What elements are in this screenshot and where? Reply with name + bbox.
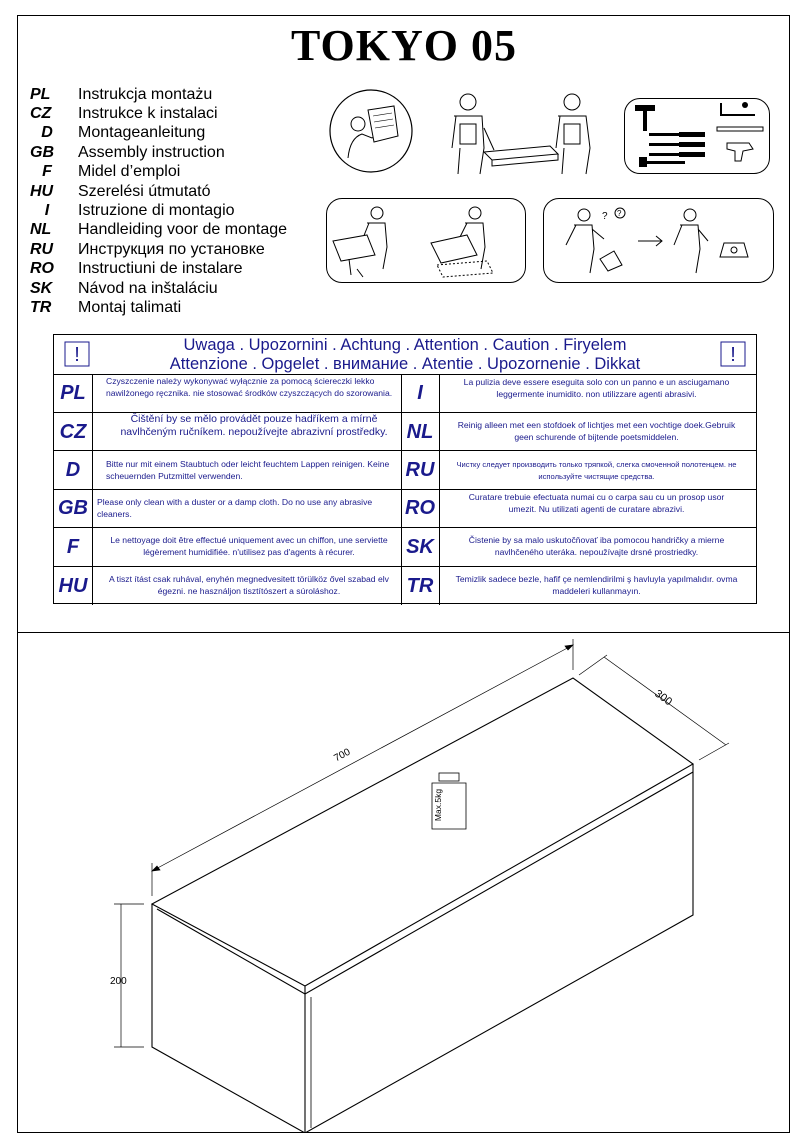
language-code: F <box>42 163 52 181</box>
language-code: HU <box>30 182 54 200</box>
call-for-help-icon <box>544 199 775 284</box>
table-row-code: HU <box>58 575 88 597</box>
table-row-text: Please only clean with a duster or a damp cloth. Do no use any abrasive cleaners. <box>97 497 373 519</box>
product-title: TOKYO 05 <box>290 21 517 70</box>
table-row-code: TR <box>406 575 434 597</box>
table-divider <box>401 375 402 605</box>
table-row-text: Čistenie by sa malo uskutočňovať iba pomocou handričky a mierne navlhčeného uteráka. nepoužívajte drsné prostriedky. <box>468 535 725 557</box>
help-panel <box>543 198 774 283</box>
two-person-assembly-icon <box>440 88 600 178</box>
table-row-text: Czyszczenie należy wykonywać wyłącznie za pomocą ściereczki lekko nawilżonego ręcznika. nie stosować środków czyszczących do szorowania. <box>106 376 393 398</box>
language-item <box>30 240 287 259</box>
warning-title-line-1: Uwaga . Upozornini . Achtung . Attention . Caution . Firyelem <box>183 336 627 354</box>
svg-text:?: ? <box>602 211 608 222</box>
table-row-code: D <box>65 459 81 481</box>
table-row-code: RO <box>405 497 435 519</box>
table-row-text: La pulizia deve essere eseguita solo con un panno e un asciugamano leggermente inumidito. non utilizzare agenti abrasivi. <box>463 377 730 399</box>
table-row-text: A tiszt ítást csak ruhával, enyhén megnedvesitett törülköz ővel szabad elv égezni. ne használjon tisztítószert a súroláshoz. <box>109 574 389 596</box>
language-item <box>30 182 287 201</box>
language-code: NL <box>30 221 52 239</box>
language-title: Handleiding voor de montage <box>78 221 288 239</box>
language-code: TR <box>30 298 52 316</box>
table-row-text: Temizlik sadece bezle, hafif çe nemlendirilmi ş havluyla yapılmalıdır. ovma maddeleri kullanmayın. <box>455 574 738 596</box>
language-item <box>30 298 287 317</box>
language-item <box>30 221 287 240</box>
width-dimension-label: 700 <box>332 746 353 765</box>
language-item <box>30 163 287 182</box>
table-row-code: GB <box>58 497 88 519</box>
language-code: GB <box>30 143 54 161</box>
table-row-code: F <box>66 536 80 558</box>
language-item <box>30 124 287 143</box>
table-row-code: I <box>417 382 423 404</box>
cleaning-notice-table <box>53 334 757 604</box>
language-title: Instrukcja montażu <box>78 85 213 103</box>
language-title: Instructiuni de instalare <box>78 260 243 278</box>
table-row-text: Bitte nur mit einem Staubtuch oder leicht feuchtem Lappen reinigen. Keine scheuernden Putzmittel verwenden. <box>106 459 390 481</box>
read-instructions-icon <box>328 88 414 174</box>
language-code: RO <box>30 260 54 278</box>
language-code: SK <box>30 279 53 297</box>
table-row-text: Чистку следует производить только тряпкой, слегка смоченной полотенцем. не используйте чистящие средства. <box>456 460 737 481</box>
table-divider <box>54 566 756 567</box>
language-code: D <box>41 124 53 142</box>
warning-icon: ! <box>720 341 746 367</box>
language-title: Инструкция по установке <box>78 240 265 258</box>
language-item <box>30 85 287 104</box>
table-divider <box>54 450 756 451</box>
language-code: I <box>44 202 50 220</box>
table-row-text: Curatare trebuie efectuata numai cu o carpa sau cu un prosop usor umezit. Nu utilizati agenti de curatare abrazivi. <box>468 492 725 514</box>
table-row-code: CZ <box>59 421 87 443</box>
table-divider <box>54 489 756 490</box>
table-divider <box>439 375 440 605</box>
tools-panel <box>624 98 770 174</box>
notice-header <box>54 335 756 375</box>
language-title: Assembly instruction <box>78 143 225 161</box>
table-row-code: RU <box>405 459 435 481</box>
height-dimension-label: 200 <box>110 976 127 987</box>
depth-dimension-label: 300 <box>652 687 675 709</box>
language-title: Istruzione di montagio <box>78 202 235 220</box>
table-row-text: Le nettoyage doit être effectué uniquement avec un chiffon, une serviette légèrement humidifiée. n'utilisez pas d'agents à récurer. <box>110 535 388 557</box>
language-code: PL <box>30 85 51 103</box>
svg-text:?: ? <box>617 209 622 218</box>
language-title: Montageanleitung <box>78 124 206 142</box>
language-title: Instrukce k instalaci <box>78 105 218 123</box>
table-row-text: Čištění by se mělo provádět pouze hadříkem a mírně navlhčeným ručníkem. nepoužívejte abrazivní prostředky. <box>120 413 388 438</box>
language-item <box>30 104 287 123</box>
table-divider <box>54 527 756 528</box>
cabinet-dimension-drawing <box>17 633 790 1133</box>
table-row-text: Reinig alleen met een stofdoek of lichtjes met een vochtige doek.Gebruik geen schurende of bijtende poetsmiddelen. <box>457 420 736 442</box>
table-row-code: PL <box>60 382 86 404</box>
language-title: Szerelési útmutató <box>78 182 211 200</box>
language-item <box>30 201 287 220</box>
warning-icon: ! <box>64 341 90 367</box>
table-row-code: NL <box>406 421 434 443</box>
tools-icon <box>625 99 771 175</box>
max-load-label: Max.5kg <box>433 788 444 822</box>
language-item <box>30 260 287 279</box>
two-person-carry-icon <box>327 199 527 284</box>
language-item <box>30 143 287 162</box>
two-person-panel <box>326 198 526 283</box>
language-title: Montaj talimati <box>78 298 182 316</box>
table-row-code: SK <box>406 536 434 558</box>
language-item <box>30 279 287 298</box>
language-list <box>30 85 287 318</box>
language-code: RU <box>30 240 54 258</box>
table-divider <box>92 375 93 605</box>
language-title: Návod na inštaláciu <box>78 279 218 297</box>
warning-title-line-2: Attenzione . Opgelet . внимание . Atentie . Upozornenie . Dikkat <box>169 355 641 373</box>
language-title: Midel d’emploi <box>78 163 181 181</box>
language-code: CZ <box>30 105 52 123</box>
